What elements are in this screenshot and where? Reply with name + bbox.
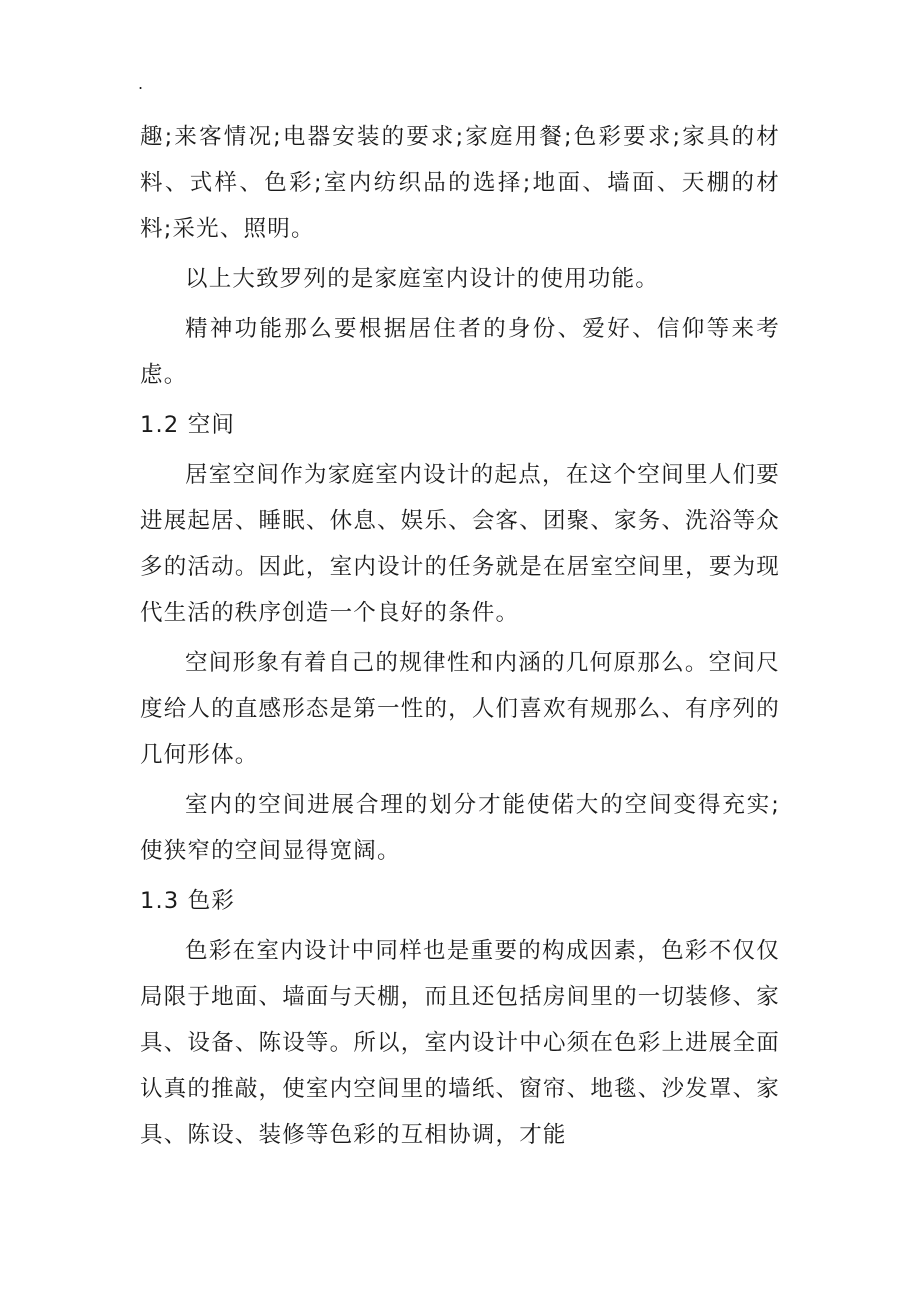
paragraph-usage-functions: 以上大致罗列的是家庭室内设计的使用功能。 [185, 266, 660, 292]
paragraph-space-division: 室内的空间进展合理的划分才能使偌大的空间变得充实;使狭窄的空间显得宽阔。 [140, 792, 780, 864]
paragraph-living-space: 居室空间作为家庭室内设计的起点，在这个空间里人们要进展起居、睡眠、休息、娱乐、会客、团聚、家务、洗浴等众多的活动。因此，室内设计的任务就是在居室空间里，要为现代生活的秩序创造一个良好的条件。 [140, 462, 780, 626]
paragraph-continuation: 趣;来客情况;电器安装的要求;家庭用餐;色彩要求;家具的材料、式样、色彩;室内纺织品的选择;地面、墙面、天棚的材料;采光、照明。 [140, 124, 780, 242]
paragraph-spiritual-function: 精神功能那么要根据居住者的身份、爱好、信仰等来考虑。 [140, 316, 780, 388]
document-body [140, 114, 780, 1158]
paragraph-space-image: 空间形象有着自己的规律性和内涵的几何原那么。空间尺度给人的直感形态是第一性的，人们喜欢有规那么、有序列的几何形体。 [140, 650, 780, 768]
section-heading-color: 1.3 色彩 [140, 888, 236, 914]
paragraph-color: 色彩在室内设计中同样也是重要的构成因素，色彩不仅仅局限于地面、墙面与天棚，而且还包括房间里的一切装修、家具、设备、陈设等。所以，室内设计中心须在色彩上进展全面认真的推敲，使室内空间里的墙纸、窗帘、地毯、沙发罩、家具、陈设、装修等色彩的互相协调，才能 [140, 938, 780, 1148]
page-marker: . [138, 74, 144, 93]
section-heading-space: 1.2 空间 [140, 412, 236, 438]
